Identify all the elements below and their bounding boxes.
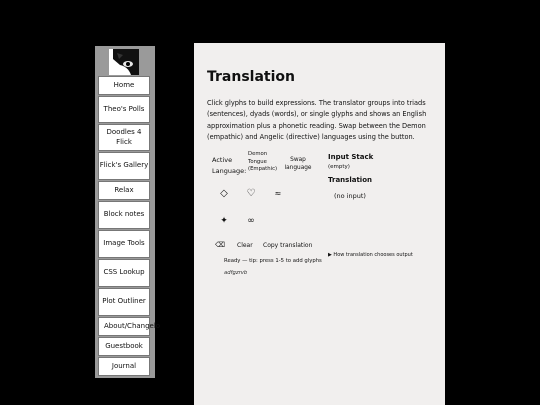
sidebar-item-theos-polls[interactable]: Theo's Polls xyxy=(98,96,150,123)
active-language-value: Demon Tongue (Empathic) xyxy=(248,151,278,172)
input-stack-title: Input Stack xyxy=(328,153,374,161)
heart-icon[interactable]: ♡ xyxy=(246,188,256,199)
sidebar-item-relax[interactable]: Relax xyxy=(98,181,150,200)
sidebar-item-home[interactable]: Home xyxy=(98,76,150,95)
backspace-icon[interactable]: ⌫ xyxy=(215,241,225,249)
code-text: adfgzrvb xyxy=(224,270,248,276)
clear-button[interactable]: Clear xyxy=(237,242,253,249)
main-panel xyxy=(194,43,445,405)
approx-icon[interactable]: ≈ xyxy=(274,189,282,198)
swap-language-button[interactable]: Swap language xyxy=(284,157,312,171)
sidebar xyxy=(95,46,161,378)
active-language-label: Active Language: xyxy=(212,156,247,175)
sidebar-item-doodles-4-flick[interactable]: Doodles 4 Flick xyxy=(98,124,150,151)
avatar xyxy=(109,49,139,75)
copy-translation-button[interactable]: Copy translation xyxy=(263,242,313,249)
sidebar-item-guestbook[interactable]: Guestbook xyxy=(98,337,150,356)
intro-text: Click glyphs to build expressions. The translator groups into triads (sentences), dyads (words), or single glyphs and shows an English approximation plus a phonetic reading. Swap between the Demon (empathic) and Angelic (directive) languages using the button. xyxy=(207,99,427,141)
status-text: Ready — tip: press 1-5 to add glyphs xyxy=(224,258,322,264)
star-icon[interactable]: ✦ xyxy=(220,216,228,226)
sidebar-item-css-lookup[interactable]: CSS Lookup xyxy=(98,259,150,287)
sidebar-item-about-changelog[interactable]: About/Changelo xyxy=(98,317,150,336)
how-translation-toggle[interactable]: ▶ How translation chooses output xyxy=(328,252,413,258)
sidebar-item-plot-outliner[interactable]: Plot Outliner xyxy=(98,288,150,316)
sidebar-item-flicks-gallery[interactable]: Flick's Gallery xyxy=(98,152,150,180)
page-title: Translation xyxy=(207,69,295,85)
sidebar-item-block-notes[interactable]: Block notes xyxy=(98,201,150,229)
diamond-icon[interactable]: ◇ xyxy=(220,188,228,199)
sidebar-item-image-tools[interactable]: Image Tools xyxy=(98,230,150,258)
input-stack-value: (empty) xyxy=(328,164,350,170)
translation-value: (no input) xyxy=(334,192,366,200)
translation-title: Translation xyxy=(328,176,372,184)
infinity-icon[interactable]: ∞ xyxy=(247,216,255,226)
sidebar-item-journal[interactable]: Journal xyxy=(98,357,150,376)
